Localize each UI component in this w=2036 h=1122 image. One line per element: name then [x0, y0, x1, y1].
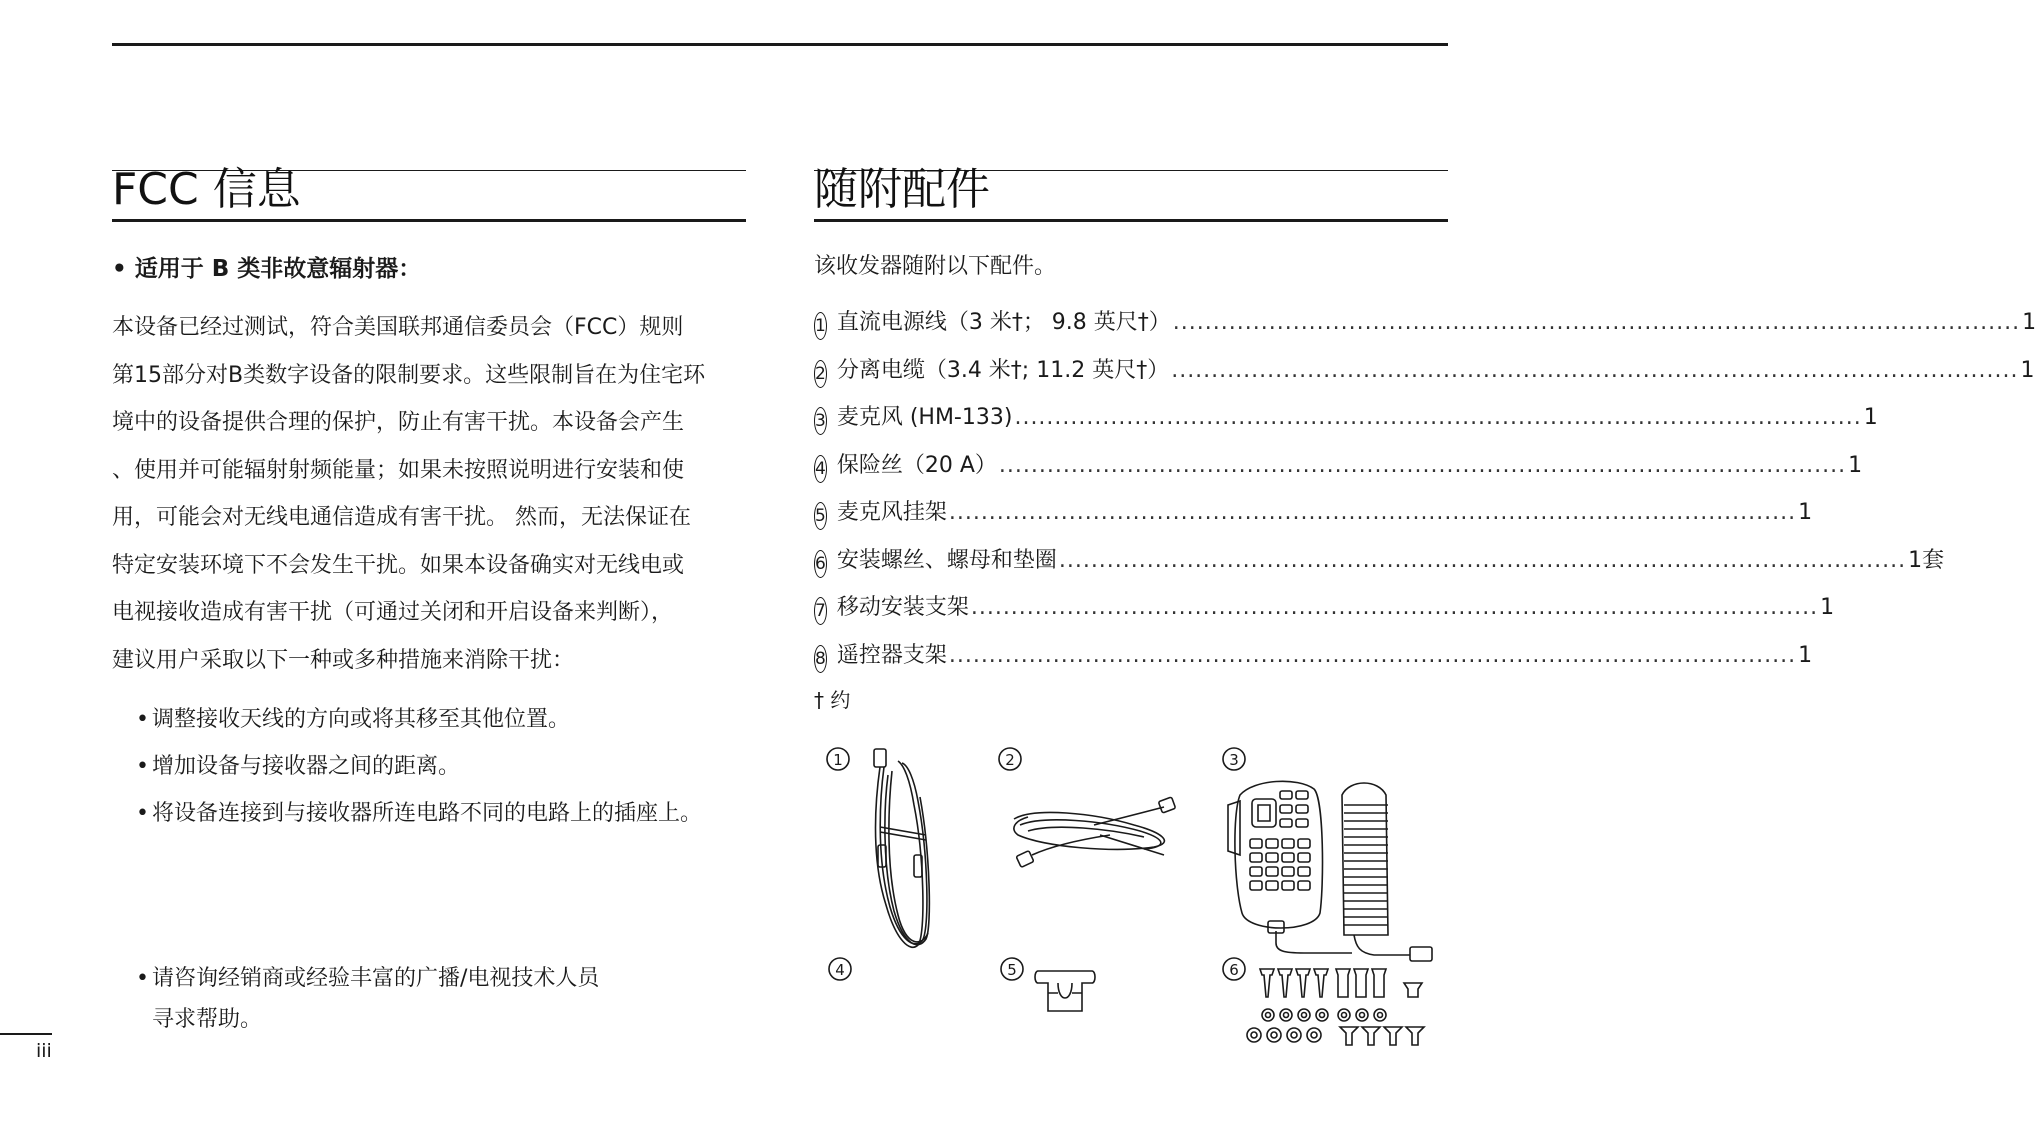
screws-nuts-washers-icon: [1247, 969, 1424, 1045]
bullet-icon: •: [136, 707, 149, 732]
help-line: 请咨询经销商或经验丰富的广播/电视技术人员: [152, 966, 600, 991]
accessories-intro: 该收发器随附以下配件。: [814, 254, 1057, 279]
accessory-item: [814, 588, 1835, 636]
item-number: 5: [814, 502, 827, 530]
accessory-label: 安装螺丝、螺母和垫圈: [836, 547, 1057, 573]
fcc-measures-list: [136, 696, 702, 837]
accessory-item: [814, 351, 2035, 399]
figure-label-5: [1001, 958, 1023, 980]
bullet-icon: •: [136, 754, 149, 779]
footnote: † 约: [814, 688, 851, 712]
keypad-icon: [1250, 791, 1310, 890]
fcc-paragraph-line: 第15部分对B类数字设备的限制要求。这些限制旨在为住宅环: [112, 362, 706, 388]
item-number: 4: [814, 455, 827, 483]
fcc-paragraph-line: 特定安装环境下不会发生干扰。如果本设备确实对无线电或: [112, 552, 685, 578]
figure-label-1: [827, 748, 849, 770]
svg-text:5: 5: [1007, 961, 1017, 979]
list-item: [136, 743, 702, 790]
list-item: [136, 696, 702, 743]
item-number: 6: [814, 550, 827, 578]
bullet-icon: •: [136, 801, 149, 826]
accessory-qty: 1: [2020, 357, 2035, 383]
accessory-qty: 1: [1798, 642, 1813, 668]
svg-text:1: 1: [833, 751, 843, 769]
item-number: 1: [814, 312, 827, 340]
list-item-text: 增加设备与接收器之间的距离。: [152, 754, 461, 779]
accessory-label: 直流电源线（3 米†； 9.8 英尺†）: [836, 310, 1171, 335]
accessories-section-heading: [814, 164, 1448, 222]
leader-dots: ..........................................................................................................: [1058, 547, 1907, 573]
svg-text:2: 2: [1005, 751, 1015, 769]
accessory-qty: 1: [2022, 310, 2036, 335]
leader-dots: ..........................................................................................................: [1172, 310, 2021, 335]
page-number: iii: [36, 1040, 52, 1062]
fcc-paragraph-line: 电视接收造成有害干扰（可通过关闭和开启设备来判断），: [112, 600, 674, 625]
figure-label-2: [999, 748, 1021, 770]
item-number: 2: [814, 360, 827, 388]
fcc-paragraph: [112, 304, 752, 684]
list-item-text: 调整接收天线的方向或将其移至其他位置。: [152, 707, 571, 732]
leader-dots: ..........................................................................................................: [1171, 357, 2019, 383]
item-number: 8: [814, 645, 827, 673]
item-number: 3: [814, 407, 827, 435]
accessory-qty: 1: [1798, 500, 1813, 525]
svg-text:6: 6: [1229, 961, 1239, 979]
accessory-qty: 1: [1820, 595, 1835, 620]
accessory-label: 麦克风 (HM-133): [836, 405, 1013, 430]
accessories-illustration: [814, 735, 1448, 1055]
accessory-label: 移动安装支架: [836, 595, 969, 620]
svg-text:4: 4: [835, 961, 845, 979]
bullet-icon: •: [136, 966, 149, 991]
fcc-section-heading: [112, 164, 746, 222]
leader-dots: ..........................................................................................................: [970, 595, 1819, 620]
accessory-label: 分离电缆（3.4 米†; 11.2 英尺†）: [836, 357, 1170, 383]
accessory-item: [814, 493, 1813, 541]
fcc-paragraph-line: 境中的设备提供合理的保护，防止有害干扰。本设备会产生: [112, 410, 685, 435]
fcc-paragraph-line: 建议用户采取以下一种或多种措施来消除干扰：: [112, 647, 575, 673]
washer-icon: [1247, 1027, 1424, 1045]
help-line: 寻求帮助。: [152, 1007, 263, 1032]
list-item: [136, 790, 702, 837]
page-number-rule: [0, 1033, 52, 1035]
leader-dots: ..........................................................................................................: [1014, 405, 1862, 430]
accessory-label: 保险丝（20 A）: [836, 452, 997, 478]
fcc-paragraph-line: 用，可能会对无线电通信造成有害干扰。 然而，无法保证在: [112, 505, 691, 530]
accessory-label: 麦克风挂架: [836, 500, 947, 525]
leader-dots: ..........................................................................................................: [948, 500, 1797, 525]
figure-label-3: [1223, 748, 1245, 770]
fcc-paragraph-line: 、使用并可能辐射射频能量；如果未按照说明进行安装和使: [112, 457, 685, 483]
accessory-item: [814, 303, 2036, 351]
accessories-title: 随附配件: [814, 164, 990, 215]
list-item-text: 将设备连接到与接收器所连电路不同的电路上的插座上。: [152, 801, 703, 826]
nut-icon: [1262, 1009, 1386, 1021]
figure-label-6: [1223, 958, 1245, 980]
leader-dots: ..........................................................................................................: [998, 452, 1847, 478]
fcc-help-note: [136, 958, 599, 1040]
microphone-icon: [1228, 781, 1432, 961]
dc-power-cable-icon: [874, 749, 929, 947]
accessory-qty: 1: [1848, 452, 1863, 478]
accessory-item: [814, 541, 1945, 589]
accessory-label: 遥控器支架: [836, 642, 947, 668]
fcc-paragraph-line: 本设备已经过测试，符合美国联邦通信委员会（FCC）规则: [112, 315, 684, 340]
accessories-list: [814, 303, 2036, 683]
accessory-qty: 1: [1863, 405, 1878, 430]
leader-dots: ..........................................................................................................: [948, 642, 1797, 668]
microphone-hanger-icon: [1035, 971, 1095, 1011]
fcc-subheading: • 适用于 B 类非故意辐射器：: [112, 256, 422, 282]
top-rule: [112, 43, 1448, 46]
separation-cable-icon: [1014, 797, 1176, 867]
figure-label-4: [829, 958, 851, 980]
accessory-item: [814, 446, 1863, 494]
accessory-item: [814, 636, 1813, 684]
svg-text:3: 3: [1229, 751, 1239, 769]
screw-icon: [1260, 969, 1422, 997]
accessory-qty: 1套: [1908, 547, 1945, 573]
accessory-item: [814, 398, 1878, 446]
item-number: 7: [814, 597, 827, 625]
fcc-title: FCC 信息: [112, 164, 301, 215]
